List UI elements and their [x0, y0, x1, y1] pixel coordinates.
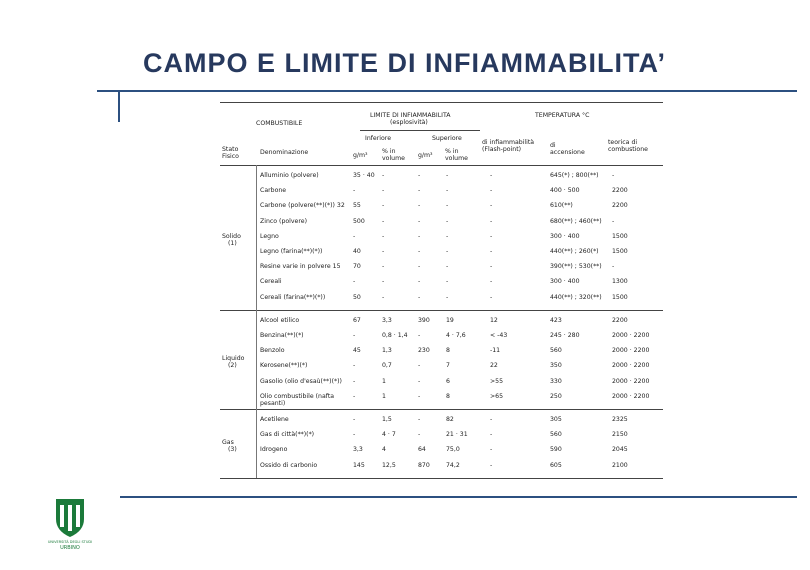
flammability-table — [220, 102, 665, 482]
table-cell: 6 — [446, 377, 450, 385]
table-cell: 35 · 40 — [353, 172, 375, 179]
header-accensione: di accensione — [550, 142, 585, 156]
table-cell: 40 — [353, 248, 361, 255]
table-cell: 50 — [353, 293, 361, 301]
table-cell: - — [446, 248, 449, 255]
table-cell: - — [382, 263, 385, 271]
table-cell: - — [353, 392, 356, 400]
row-name: Benzina(**)(*) — [260, 332, 304, 339]
table-cell: 12 — [490, 316, 498, 324]
table-cell: - — [353, 362, 356, 370]
header-superiore: Superiore — [432, 135, 462, 142]
table-cell: - — [382, 278, 385, 286]
header-teorica: teorica di combustione — [608, 139, 648, 153]
table-cell: 645(*) ; 800(**) — [550, 172, 599, 179]
group-divider — [220, 409, 663, 410]
table-cell: 560 — [550, 431, 562, 439]
table-cell: 2200 — [612, 202, 628, 210]
row-name: Alluminio (polvere) — [260, 172, 319, 179]
table-cell: - — [612, 263, 615, 271]
table-cell: - — [353, 278, 356, 286]
table-cell: 2200 — [612, 187, 628, 195]
table-cell: 2000 · 2200 — [612, 332, 650, 339]
header-limite-sub: (esplosività) — [390, 119, 428, 126]
table-cell: - — [418, 431, 421, 439]
row-name: Gas di città(**)(*) — [260, 431, 315, 439]
table-cell: 245 · 280 — [550, 332, 580, 339]
header-temperatura: TEMPERATURA °C — [535, 112, 590, 119]
table-cell: 1 — [382, 377, 386, 385]
table-cell: 440(**) ; 320(**) — [550, 293, 602, 301]
table-cell: - — [446, 172, 449, 179]
table-cell: - — [418, 377, 421, 385]
group-divider — [220, 310, 663, 311]
table-cell: 610(**) — [550, 202, 573, 210]
slide-title: CAMPO E LIMITE DI INFIAMMABILITA’ — [143, 48, 666, 78]
row-name: Cereali — [260, 278, 282, 286]
table-cell: 590 — [550, 446, 562, 454]
table-cell: - — [490, 202, 493, 210]
table-cell: - — [353, 377, 356, 385]
table-cell: 74,2 — [446, 461, 460, 469]
table-cell: 1500 — [612, 232, 628, 240]
table-cell: - — [418, 172, 421, 179]
header-limite: LIMITE DI INFIAMMABILITA — [370, 112, 451, 119]
group-label: Solido — [222, 233, 241, 241]
group-number: (1) — [228, 240, 237, 248]
header-fisico: Fisico — [222, 153, 239, 160]
row-name: Cereali (farina(**)(*)) — [260, 293, 326, 301]
table-cell: 560 — [550, 347, 562, 355]
table-cell: < -43 — [490, 332, 508, 339]
table-cell: - — [446, 293, 449, 301]
table-cell: 7 — [446, 362, 450, 370]
table-cell: 300 · 400 — [550, 278, 580, 286]
table-cell: - — [382, 217, 385, 225]
table-cell: 440(**) ; 260(*) — [550, 248, 599, 255]
group-divider — [220, 478, 663, 479]
table-cell: - — [446, 232, 449, 240]
row-name: Idrogeno — [260, 446, 288, 454]
table-cell: 4 — [382, 446, 386, 454]
table-cell: 300 · 400 — [550, 232, 580, 240]
table-cell: - — [382, 187, 385, 195]
table-cell: 870 — [418, 461, 430, 469]
table-cell: - — [490, 446, 493, 454]
table-cell: - — [490, 232, 493, 240]
row-name: Ossido di carbonio — [260, 461, 318, 469]
table-cell: 55 — [353, 202, 361, 210]
table-cell: 19 — [446, 316, 454, 324]
header-combustibile: COMBUSTIBILE — [256, 120, 303, 127]
table-cell: - — [418, 392, 421, 400]
logo-text-2: URBINO — [60, 545, 80, 551]
table-cell: 500 — [353, 217, 365, 225]
table-cell: - — [490, 172, 493, 179]
table-cell: 70 — [353, 263, 361, 271]
group-number: (2) — [228, 362, 237, 370]
group-label: Gas — [222, 439, 234, 447]
table-cell: - — [490, 278, 493, 286]
group-number: (3) — [228, 446, 237, 454]
table-cell: - — [353, 232, 356, 240]
table-cell: - — [446, 202, 449, 210]
table-cell: - — [418, 187, 421, 195]
table-cell: 4 · 7 — [382, 431, 396, 439]
row-name: Gasolio (olio d'esaù(**)(*)) — [260, 377, 342, 385]
table-cell: 330 — [550, 377, 562, 385]
table-cell: 2100 — [612, 461, 628, 469]
table-cell: 3,3 — [382, 316, 392, 324]
table-cell: >65 — [490, 392, 504, 400]
row-name: Legno — [260, 232, 279, 240]
row-name: Olio combustibile (nafta pesanti) — [260, 392, 335, 407]
rule — [360, 130, 480, 131]
table-cell: 305 — [550, 416, 562, 423]
table-cell: 1500 — [612, 293, 628, 301]
header-vol-inf: % in volume — [382, 148, 405, 162]
group-label: Liquido — [222, 355, 245, 363]
table-cell: 1,3 — [382, 347, 392, 355]
table-cell: 45 — [353, 347, 361, 355]
table-cell: - — [418, 332, 421, 339]
table-cell: - — [353, 416, 356, 423]
table-cell: - — [418, 416, 421, 423]
table-cell: 2200 — [612, 316, 628, 324]
logo-text-1: UNIVERSITÀ DEGLI STUDI — [47, 540, 93, 544]
table-cell: >55 — [490, 377, 504, 385]
table-cell: 1 — [382, 392, 386, 400]
rule — [220, 165, 663, 166]
table-cell: - — [490, 248, 493, 255]
table-cell: - — [490, 431, 493, 439]
table-cell: - — [382, 248, 385, 255]
table-cell: 1500 — [612, 248, 628, 255]
footer-rule — [120, 496, 797, 498]
table-cell: - — [446, 217, 449, 225]
row-name: Benzolo — [260, 347, 285, 355]
table-cell: 2000 · 2200 — [612, 347, 650, 355]
table-cell: 390 — [418, 316, 430, 324]
table-cell: 82 — [446, 416, 454, 423]
table-cell: - — [418, 362, 421, 370]
table-cell: - — [490, 461, 493, 469]
table-cell: - — [382, 232, 385, 240]
table-cell: - — [446, 278, 449, 286]
table-cell: 2045 — [612, 446, 628, 454]
row-name: Resine varie in polvere 15 — [260, 263, 341, 271]
table-cell: - — [612, 217, 615, 225]
rule — [220, 102, 663, 103]
table-cell: 21 · 31 — [446, 431, 468, 439]
table-cell: -11 — [490, 347, 501, 355]
table-cell: 4 · 7,6 — [446, 332, 466, 339]
table-cell: 350 — [550, 362, 562, 370]
header-vol-sup: % in volume — [445, 148, 468, 162]
table-cell: 8 — [446, 392, 450, 400]
header-inferiore: Inferiore — [365, 135, 391, 142]
table-cell: 8 — [446, 347, 450, 355]
table-cell: 0,7 — [382, 362, 392, 370]
table-cell: 250 — [550, 392, 562, 400]
header-flash: di infiammabilità (Flash-point) — [482, 139, 535, 153]
row-name: Alcool etilico — [260, 316, 300, 324]
title-rule-vertical — [118, 92, 120, 122]
table-cell: - — [490, 263, 493, 271]
header-denominazione: Denominazione — [260, 149, 309, 156]
table-cell: 680(**) ; 460(**) — [550, 217, 602, 225]
row-name: Carbone (polvere(**)(*)) 32 — [260, 202, 345, 210]
title-underline — [97, 90, 797, 92]
table-cell: - — [490, 187, 493, 195]
table-cell: 12,5 — [382, 461, 396, 469]
table-cell: 145 — [353, 461, 365, 469]
table-cell: 423 — [550, 316, 562, 324]
table-cell: 1300 — [612, 278, 628, 286]
table-cell: 1,5 — [382, 416, 392, 423]
table-cell: 75,0 — [446, 446, 460, 454]
table-cell: 22 — [490, 362, 498, 370]
table-cell: - — [490, 217, 493, 225]
row-name: Kerosene(**)(*) — [260, 362, 308, 370]
table-cell: 2000 · 2200 — [612, 362, 650, 370]
table-cell: 64 — [418, 446, 426, 454]
table-cell: 400 · 500 — [550, 187, 580, 195]
table-cell: - — [418, 263, 421, 271]
table-cell: - — [382, 172, 385, 179]
table-cell: - — [446, 187, 449, 195]
row-name: Acetilene — [260, 416, 289, 423]
table-cell: - — [353, 187, 356, 195]
table-cell: - — [612, 172, 615, 179]
table-cell: - — [418, 248, 421, 255]
table-cell: 605 — [550, 461, 562, 469]
table-cell: - — [382, 202, 385, 210]
header-gm3-sup: g/m³ — [418, 152, 433, 159]
table-cell: - — [418, 232, 421, 240]
table-cell: 2150 — [612, 431, 628, 439]
row-name: Carbone — [260, 187, 287, 195]
row-name: Zinco (polvere) — [260, 217, 307, 225]
table-cell: 230 — [418, 347, 430, 355]
table-cell: - — [418, 217, 421, 225]
table-cell: - — [446, 263, 449, 271]
table-cell: - — [353, 431, 356, 439]
table-cell: 2000 · 2200 — [612, 377, 650, 385]
table-cell: 0,8 · 1,4 — [382, 332, 408, 339]
table-cell: - — [490, 416, 493, 423]
table-cell: - — [490, 293, 493, 301]
table-cell: - — [353, 332, 356, 339]
university-logo — [47, 497, 93, 551]
table-cell: 2325 — [612, 416, 628, 423]
header-stato: Stato — [222, 146, 239, 153]
table-cell: 2000 · 2200 — [612, 392, 650, 400]
table-cell: - — [418, 202, 421, 210]
table-cell: - — [382, 293, 385, 301]
table-cell: 3,3 — [353, 446, 363, 454]
table-cell: - — [418, 278, 421, 286]
column-divider — [256, 165, 257, 478]
header-gm3-inf: g/m³ — [353, 152, 368, 159]
table-cell: 390(**) ; 530(**) — [550, 263, 602, 271]
table-cell: - — [418, 293, 421, 301]
table-cell: 67 — [353, 316, 361, 324]
row-name: Legno (farina(**)(*)) — [260, 248, 323, 255]
